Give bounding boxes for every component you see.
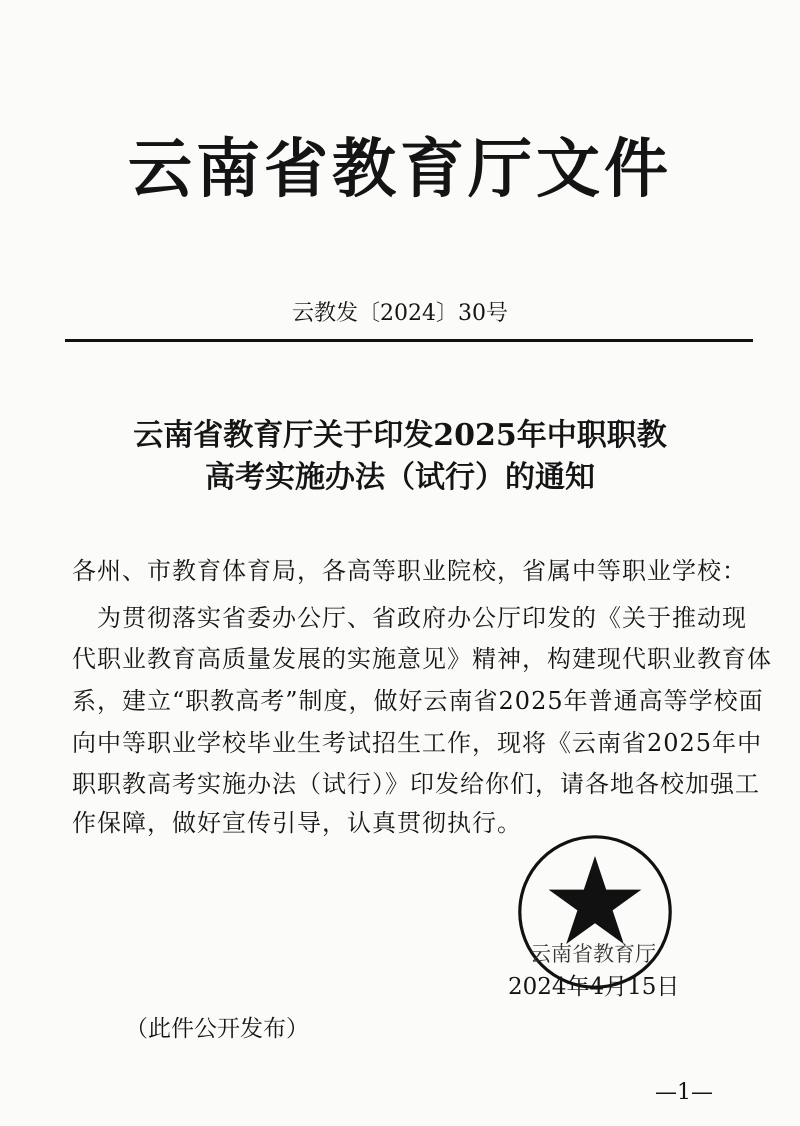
body-line: 职职教高考实施办法（试行）》印发给你们，请各地各校加强工 (72, 770, 760, 798)
subject-line-1: 云南省教育厅关于印发2025年中职职教 (133, 418, 667, 453)
body-line: 为贯彻落实省委办公厅、省政府办公厅印发的《关于推动现 (72, 604, 747, 632)
body-line: 代职业教育高质量发展的实施意见》精神，构建现代职业教育体 (72, 645, 772, 673)
header-divider (65, 339, 753, 342)
signature-date: 2024年4月15日 (508, 974, 680, 1000)
body-line: 各州、市教育体育局，各高等职业院校，省属中等职业学校： (72, 557, 747, 585)
signature-issuer: 云南省教育厅 (530, 942, 656, 966)
star-icon (549, 856, 642, 944)
document-number: 云教发〔2024〕30号 (292, 301, 508, 326)
document-header-title: 云南省教育厅文件 (128, 132, 672, 207)
body-line: 系，建立“职教高考”制度，做好云南省2025年普通高等学校面 (72, 687, 764, 715)
body-line: 作保障，做好宣传引导，认真贯彻执行。 (72, 809, 522, 837)
disclosure-note: （此件公开发布） (125, 1016, 309, 1042)
body-line: 向中等职业学校毕业生考试招生工作，现将《云南省2025年中 (72, 729, 763, 757)
page-number: —1— (655, 1080, 713, 1105)
subject-line-2: 高考实施办法（试行）的通知 (205, 460, 595, 495)
